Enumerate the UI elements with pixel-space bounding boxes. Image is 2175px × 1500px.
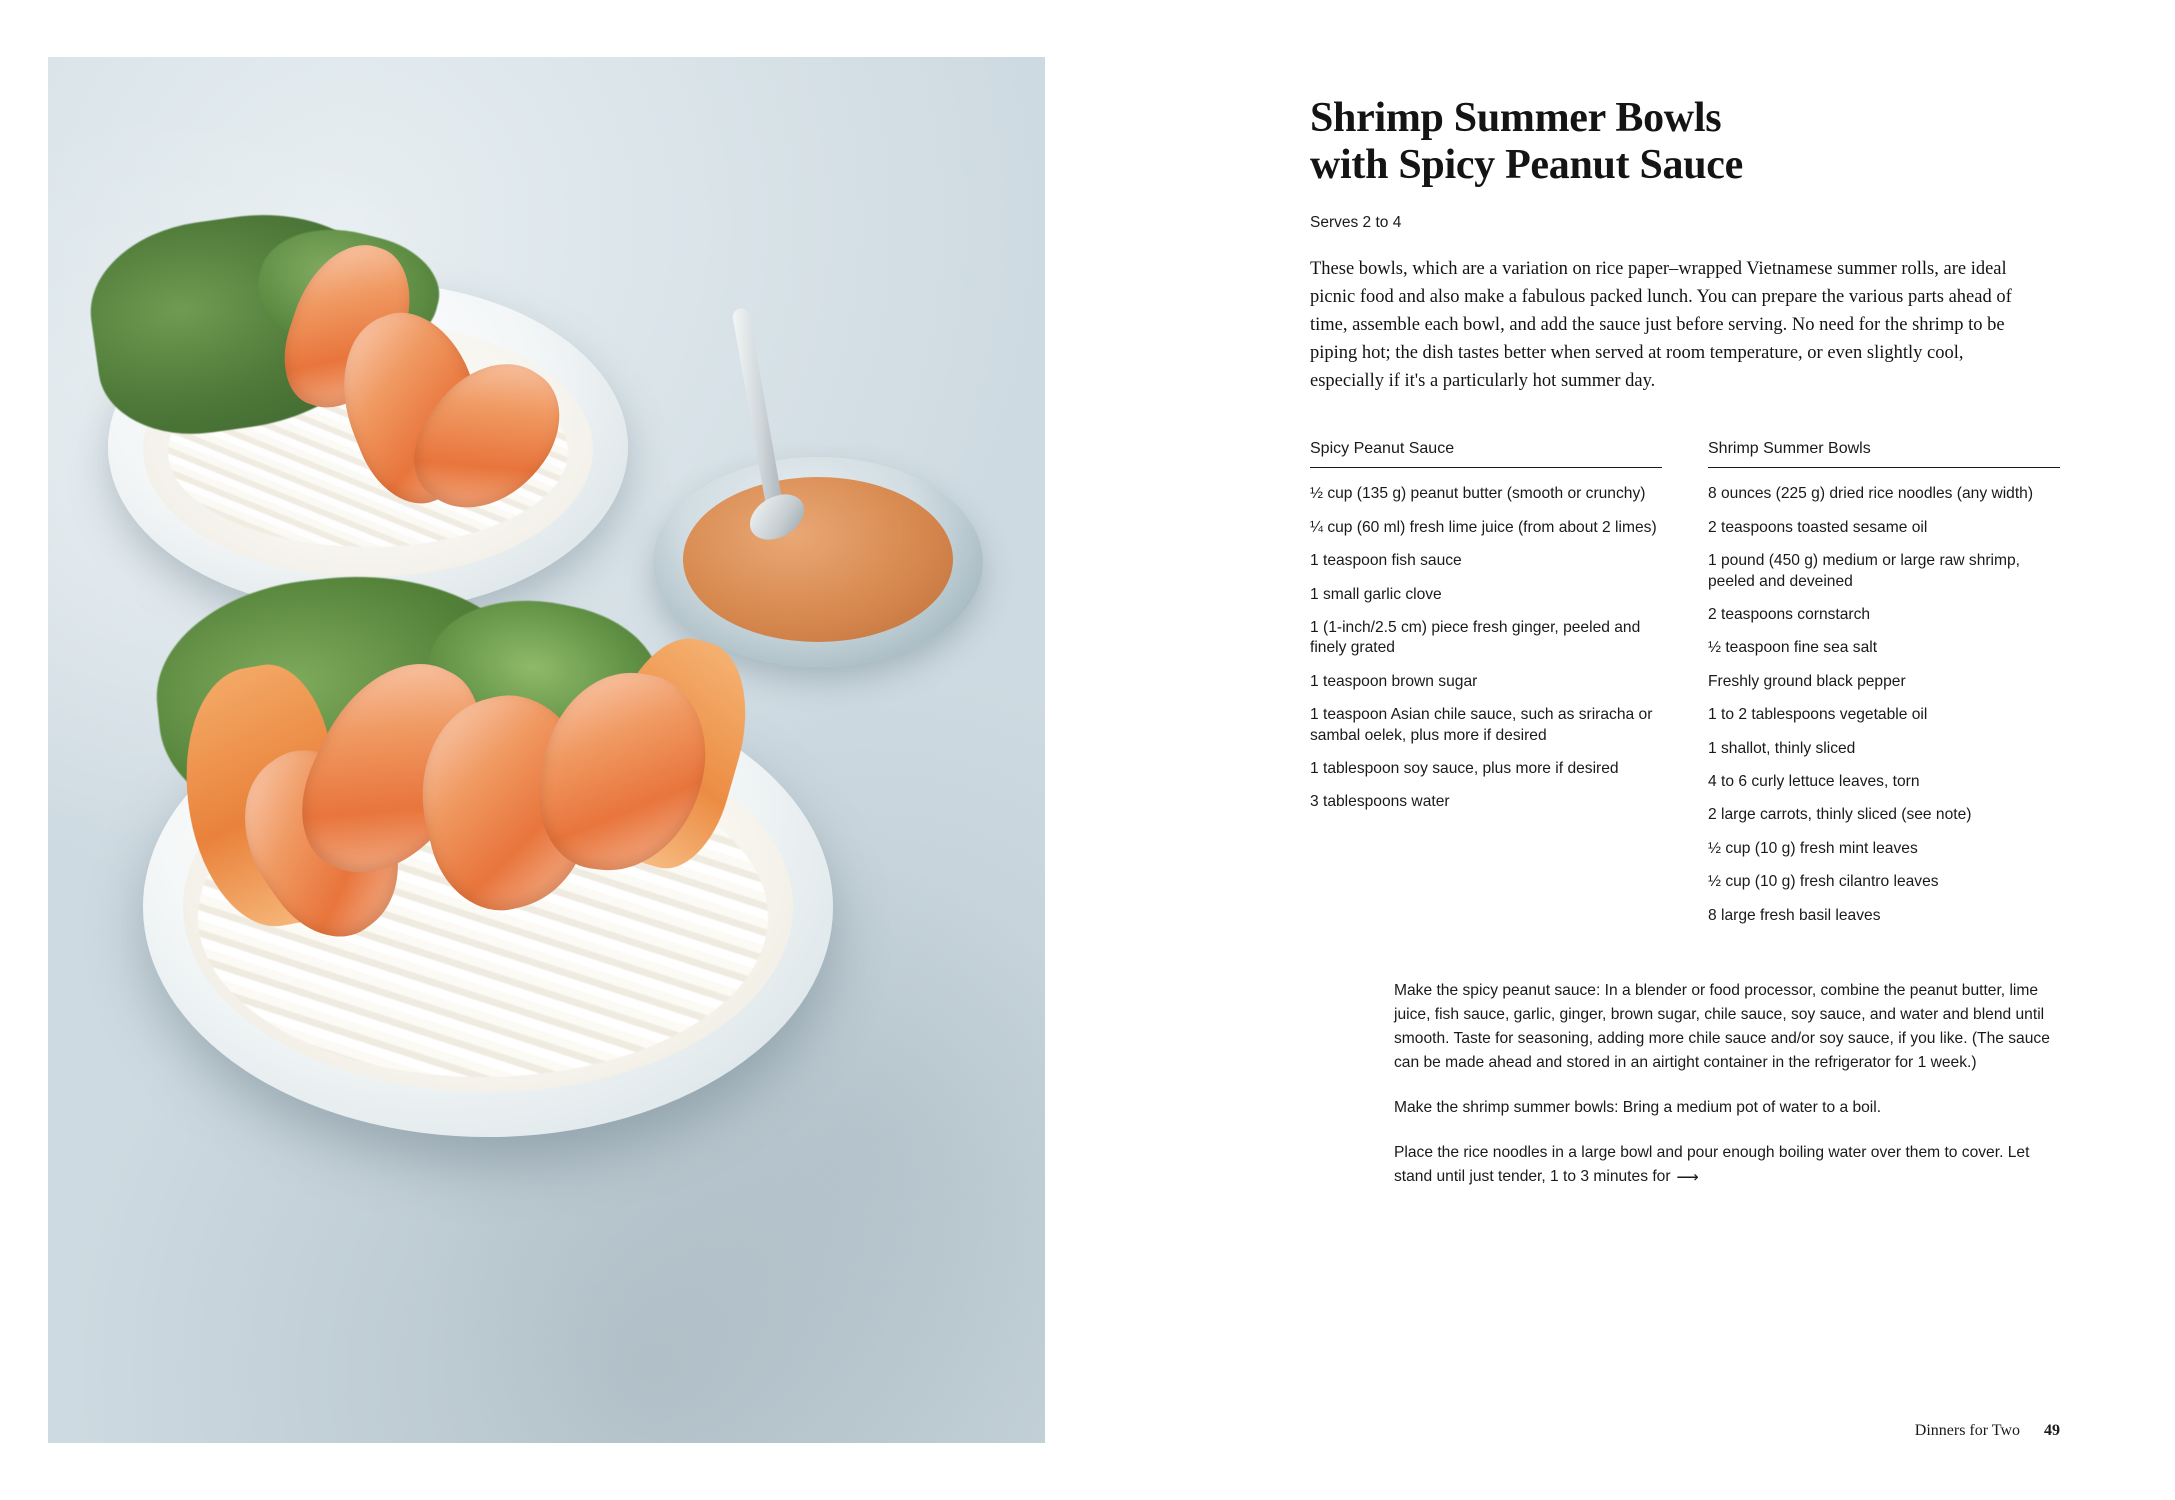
list-item: 1 to 2 tablespoons vegetable oil (1708, 706, 1928, 724)
list-item: ¼ cup (60 ml) fresh lime juice (from about 2 limes) (1310, 518, 1657, 536)
list-item: 1 teaspoon Asian chile sauce, such as sriracha or sambal oelek, plus more if desired (1310, 706, 1653, 744)
list-item: ½ teaspoon fine sea salt (1708, 639, 1878, 657)
continuation-arrow-icon: ⟶ (1676, 1169, 1699, 1187)
method-step-text: Place the rice noodles in a large bowl and pour enough boiling water over them to cover. Let stand until just tender, 1 to 3 minutes for (1394, 1144, 2030, 1186)
list-item: ½ cup (10 g) fresh cilantro leaves (1708, 873, 1939, 891)
list-item: 8 large fresh basil leaves (1708, 906, 1881, 924)
recipe-title-line-1: Shrimp Summer Bowls (1310, 95, 1722, 141)
list-item: 1 teaspoon fish sauce (1310, 552, 1462, 570)
list-item: ½ cup (10 g) fresh mint leaves (1708, 839, 1918, 857)
list-item: 2 large carrots, thinly sliced (see note) (1708, 806, 1972, 824)
list-item: 1 shallot, thinly sliced (1708, 739, 1856, 757)
ingredients-heading-bowls: Shrimp Summer Bowls (1708, 439, 2060, 468)
list-item: 2 teaspoons cornstarch (1708, 605, 1871, 623)
peanut-sauce (683, 477, 953, 642)
recipe-content (1310, 95, 2060, 1189)
list-item: 1 small garlic clove (1310, 585, 1442, 603)
method-step: Make the shrimp summer bowls: Bring a medium pot of water to a boil. (1394, 1099, 1882, 1117)
method-step: Make the spicy peanut sauce: In a blender or food processor, combine the peanut butter, lime juice, fish sauce, garlic, ginger, brown sugar, chile sauce, soy sauce, and water and blend until smooth. Taste for seasoning, adding more chile sauce and/or soy sauce, if you like. (The sauce can be made ahead and stored in an airtight container in the refrigerator for 1 week.) (1394, 982, 2050, 1072)
list-item: Freshly ground black pepper (1708, 672, 1906, 690)
method-step-continued (1394, 1141, 2060, 1189)
ingredients-column-bowls (1708, 439, 2060, 939)
ingredients-heading-sauce: Spicy Peanut Sauce (1310, 439, 1662, 468)
page-title (1310, 95, 2060, 190)
page-footer (1915, 1422, 2060, 1440)
ingredients-section (1310, 439, 2060, 939)
list-item: 1 pound (450 g) medium or large raw shrimp, peeled and deveined (1708, 552, 2021, 590)
footer-chapter-title: Dinners for Two (1914, 1422, 2020, 1439)
list-item: 8 ounces (225 g) dried rice noodles (any width) (1708, 485, 2034, 503)
list-item: 1 (1-inch/2.5 cm) piece fresh ginger, peeled and finely grated (1310, 618, 1641, 657)
list-item: 2 teaspoons toasted sesame oil (1708, 518, 1928, 536)
recipe-photo (48, 57, 1045, 1443)
right-page (1288, 0, 2175, 1500)
list-item: 3 tablespoons water (1310, 793, 1450, 811)
ingredients-column-sauce (1310, 439, 1662, 939)
list-item: 1 tablespoon soy sauce, plus more if desired (1310, 760, 1619, 778)
list-item: 4 to 6 curly lettuce leaves, torn (1708, 773, 1920, 791)
recipe-title-line-2: with Spicy Peanut Sauce (1310, 142, 1743, 189)
method-section (1394, 979, 2060, 1189)
page-number: 49 (2044, 1422, 2060, 1439)
ingredient-list-bowls (1708, 484, 2060, 926)
recipe-intro: These bowls, which are a variation on rice paper–wrapped Vietnamese summer rolls, are ideal picnic food and also make a fabulous packed lunch. You can prepare the various parts ahead of time, assemble each bowl, and add the sauce just before serving. No need for the shrimp to be piping hot; the dish tastes better when served at room temperature, or even slightly cool, especially if it's a particularly hot summer day. (1310, 258, 2012, 391)
list-item: 1 teaspoon brown sugar (1310, 672, 1478, 690)
ingredient-list-sauce (1310, 484, 1662, 813)
list-item: ½ cup (135 g) peanut butter (smooth or crunchy) (1310, 485, 1646, 503)
serves-label: Serves 2 to 4 (1310, 213, 1402, 231)
